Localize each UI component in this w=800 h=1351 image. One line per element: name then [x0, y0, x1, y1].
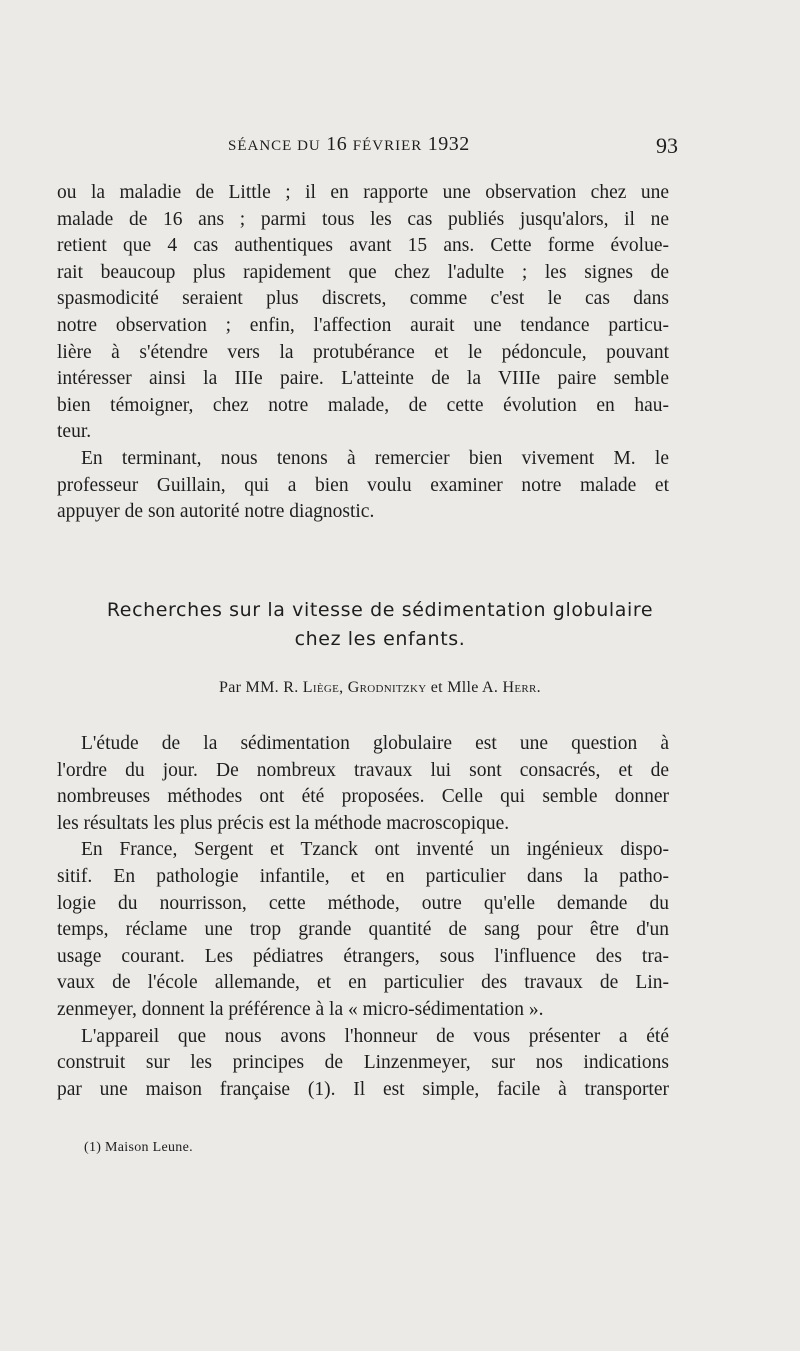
text-line: nombreuses méthodes ont été proposées. Celle qui semble donner — [57, 786, 669, 808]
running-title-part: SÉANCE DU — [228, 138, 321, 154]
text-line: usage courant. Les pédiatres étrangers, sous l'influence des tra- — [57, 945, 669, 967]
byline-prefix: Par MM. — [219, 679, 279, 696]
text-line: vaux de l'école allemande, et en particulier des travaux de Lin- — [57, 972, 669, 994]
article-paragraph — [57, 731, 669, 837]
continued-text — [57, 180, 669, 526]
article-byline — [100, 679, 660, 697]
running-title-month: FÉVRIER — [352, 138, 423, 154]
text-line: par une maison française (1). Il est simple, facile à transporter — [57, 1078, 669, 1100]
text-line: L'étude de la sédimentation globulaire est une question à — [81, 733, 669, 754]
text-line: l'ordre du jour. De nombreux travaux lui sont consacrés, et de — [57, 759, 669, 781]
article-title-line: chez les enfants. — [294, 628, 466, 650]
text-line: bien témoigner, chez notre malade, de cette évolution en hau- — [57, 394, 669, 416]
article-title-line: Recherches sur la vitesse de sédimentation globulaire — [106, 599, 654, 621]
text-line: En France, Sergent et Tzanck ont inventé un ingénieux dispo- — [81, 839, 669, 861]
text-line: temps, réclame une trop grande quantité de sang pour être d'un — [57, 919, 669, 941]
running-title — [228, 133, 470, 156]
text-line: les résultats les plus précis est la méthode macroscopique. — [57, 812, 510, 834]
paragraph-closing — [57, 446, 669, 526]
text-line: construit sur les principes de Linzenmeyer, sur nos indications — [57, 1052, 669, 1074]
running-title-day: 16 — [326, 133, 348, 155]
byline-authors: R. Liège, Grodnitzky — [283, 679, 427, 696]
text-line: L'appareil que nous avons l'honneur de vous présenter a été — [81, 1025, 669, 1047]
text-line: rait beaucoup plus rapidement que chez l'adulte ; les signes de — [57, 261, 669, 283]
text-line: malade de 16 ans ; parmi tous les cas publiés jusqu'alors, il ne — [57, 208, 669, 230]
text-line: ou la maladie de Little ; il en rapporte une observation chez une — [57, 182, 669, 203]
running-header — [0, 133, 800, 163]
text-line: professeur Guillain, qui a bien voulu examiner notre malade et — [57, 474, 669, 496]
text-line: teur. — [57, 421, 92, 443]
text-line: appuyer de son autorité notre diagnostic. — [57, 501, 375, 523]
article-paragraph — [57, 1024, 669, 1104]
text-line: En terminant, nous tenons à remercier bien vivement M. le — [81, 447, 669, 469]
text-line: lière à s'étendre vers la protubérance et le pédoncule, pouvant — [57, 341, 669, 363]
text-line: sitif. En pathologie infantile, et en particulier dans la patho- — [57, 865, 669, 887]
text-line: retient que 4 cas authentiques avant 15 ans. Cette forme évolue- — [57, 235, 669, 257]
footnote: (1) Maison Leune. — [84, 1140, 193, 1155]
byline-author-last: Herr. — [502, 679, 541, 696]
article-body — [57, 731, 669, 1103]
text-line: notre observation ; enfin, l'affection aurait une tendance particu- — [57, 314, 669, 336]
byline-connector: et Mlle A. — [430, 679, 499, 696]
running-title-year: 1932 — [427, 133, 470, 155]
article-title — [100, 596, 660, 654]
text-line: spasmodicité seraient plus discrets, comme c'est le cas dans — [57, 288, 669, 310]
article-paragraph — [57, 837, 669, 1023]
paragraph-continued — [57, 180, 669, 446]
text-line: intéresser ainsi la IIIe paire. L'atteinte de la VIIIe paire semble — [57, 368, 669, 390]
text-line: zenmeyer, donnent la préférence à la « micro-sédimentation ». — [57, 998, 544, 1020]
page-number: 93 — [656, 133, 678, 158]
text-line: logie du nourrisson, cette méthode, outre qu'elle demande du — [57, 892, 669, 914]
